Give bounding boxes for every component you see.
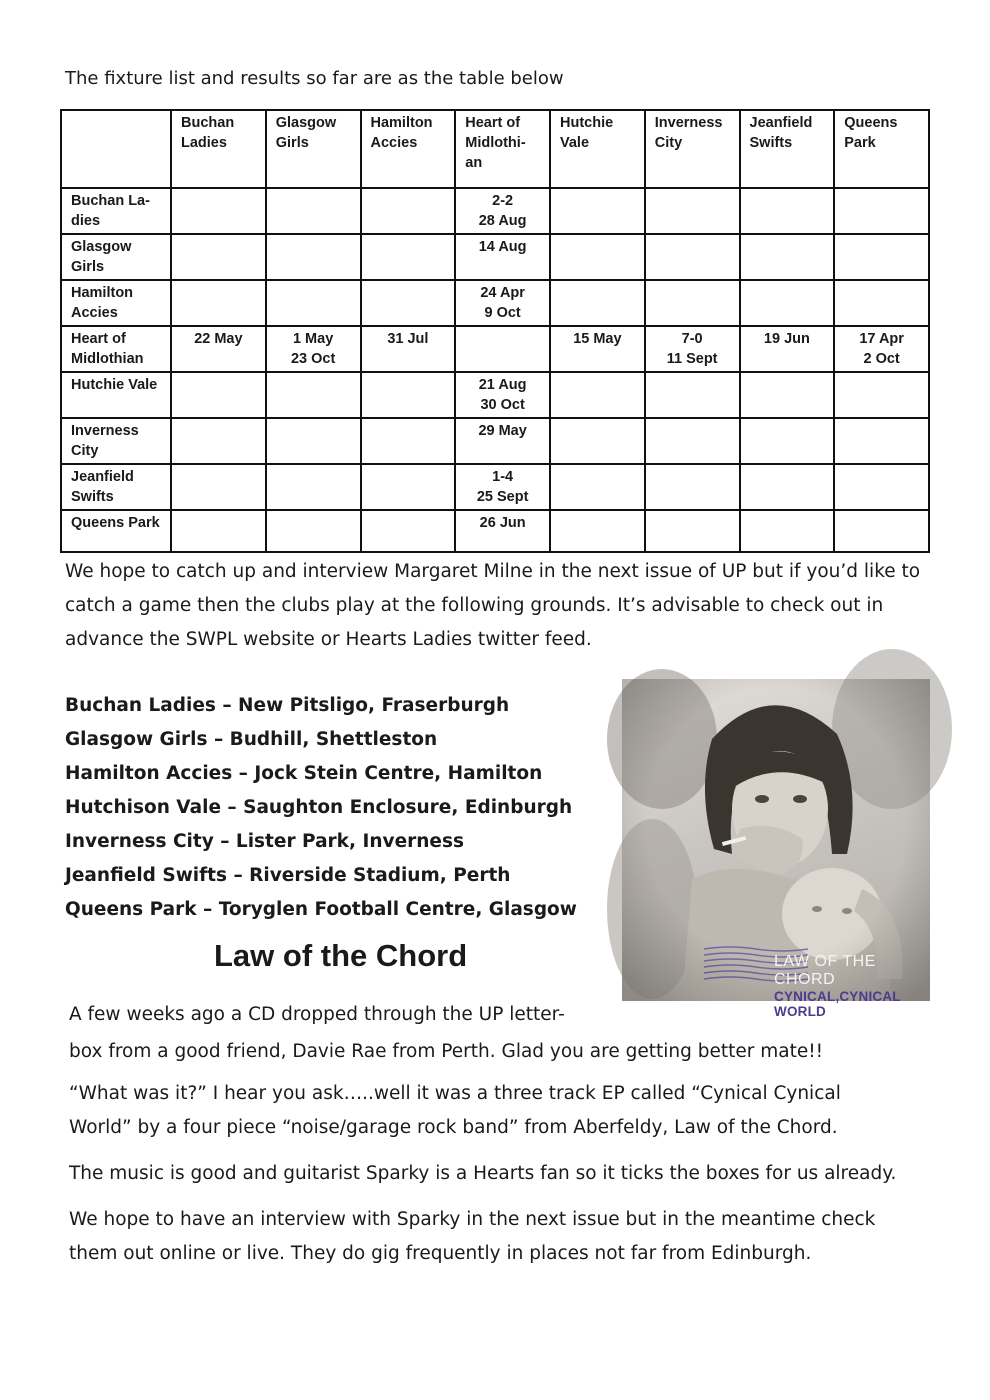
fixture-cell	[645, 418, 740, 464]
column-header: Inverness City	[645, 110, 740, 188]
fixture-cell	[645, 372, 740, 418]
fixture-cell: 15 May	[550, 326, 645, 372]
fixture-cell	[550, 234, 645, 280]
fixture-cell	[266, 418, 361, 464]
fixture-cell	[834, 234, 929, 280]
fixture-cell	[834, 510, 929, 552]
fixture-cell: 2-2 28 Aug	[455, 188, 550, 234]
fixture-cell: 17 Apr 2 Oct	[834, 326, 929, 372]
intro-text: The fixture list and results so far are as the table below	[65, 68, 564, 89]
body-paragraph-3: The music is good and guitarist Sparky is a Hearts fan so it ticks the boxes for us already.	[69, 1163, 897, 1184]
fixture-cell: 29 May	[455, 418, 550, 464]
fixture-cell: 22 May	[171, 326, 266, 372]
fixture-cell: 19 Jun	[740, 326, 835, 372]
fixture-cell	[645, 280, 740, 326]
fixture-cell	[171, 234, 266, 280]
fixture-cell: 14 Aug	[455, 234, 550, 280]
column-header: Heart of Midlothi-an	[455, 110, 550, 188]
album-title: CYNICAL,CYNICAL WORLD	[774, 989, 901, 1019]
fixture-cell	[171, 188, 266, 234]
fixture-cell	[834, 188, 929, 234]
row-header: Inverness City	[61, 418, 171, 464]
fixture-cell	[645, 464, 740, 510]
fixture-cell	[361, 510, 456, 552]
fixture-cell	[740, 188, 835, 234]
fixture-cell	[171, 372, 266, 418]
fixture-header-row	[61, 110, 929, 188]
fixture-cell	[550, 464, 645, 510]
column-header: Queens Park	[834, 110, 929, 188]
fixture-cell	[834, 418, 929, 464]
fixture-cell	[361, 280, 456, 326]
fixture-cell	[740, 418, 835, 464]
fixture-cell	[834, 464, 929, 510]
body-paragraph-1-line-2: box from a good friend, Davie Rae from Perth. Glad you are getting better mate!!	[69, 1041, 824, 1062]
fixture-cell	[266, 188, 361, 234]
ground-item: Glasgow Girls – Budhill, Shettleston	[65, 729, 438, 750]
fixture-cell: 26 Jun	[455, 510, 550, 552]
fixture-row	[61, 510, 929, 552]
fixture-cell: 1-4 25 Sept	[455, 464, 550, 510]
column-header: Jeanfield Swifts	[740, 110, 835, 188]
body-paragraph-4: We hope to have an interview with Sparky in the next issue but in the meantime check them out online or live. They do gig frequently in places not far from Edinburgh.	[69, 1209, 876, 1264]
fixture-cell	[834, 372, 929, 418]
fixture-cell	[550, 418, 645, 464]
section-title: Law of the Chord	[214, 938, 468, 973]
fixture-cell	[740, 464, 835, 510]
fixture-cell: 31 Jul	[361, 326, 456, 372]
column-header: Hutchie Vale	[550, 110, 645, 188]
grounds-intro-paragraph: We hope to catch up and interview Margaret Milne in the next issue of UP but if you’d like to catch a game then the clubs play at the following grounds. It’s advisable to check out in advance the SWPL website or Hearts Ladies twitter feed.	[65, 561, 921, 650]
column-header: Buchan Ladies	[171, 110, 266, 188]
fixture-row	[61, 188, 929, 234]
corner-cell	[61, 110, 171, 188]
fixture-cell	[361, 372, 456, 418]
fixture-table	[60, 109, 930, 553]
fixture-cell	[455, 326, 550, 372]
fixture-cell	[550, 188, 645, 234]
fixture-cell	[361, 418, 456, 464]
fixture-cell	[740, 510, 835, 552]
fixture-cell: 21 Aug 30 Oct	[455, 372, 550, 418]
fixture-row	[61, 234, 929, 280]
fixture-cell	[171, 510, 266, 552]
fixture-cell: 1 May 23 Oct	[266, 326, 361, 372]
fixture-cell	[645, 510, 740, 552]
fixture-cell	[361, 234, 456, 280]
fixture-cell	[740, 372, 835, 418]
fixture-cell	[645, 234, 740, 280]
grounds-list	[65, 689, 577, 927]
fixture-cell: 7-0 11 Sept	[645, 326, 740, 372]
fixture-cell	[740, 280, 835, 326]
body-paragraph-1-line-1: A few weeks ago a CD dropped through the UP letter-	[69, 1004, 565, 1025]
fixture-row	[61, 418, 929, 464]
fixture-cell	[266, 372, 361, 418]
fixture-cell	[171, 418, 266, 464]
fixture-row	[61, 464, 929, 510]
fixture-cell	[550, 280, 645, 326]
ground-item: Queens Park – Toryglen Football Centre, Glasgow	[65, 899, 577, 920]
album-cover-text	[774, 953, 930, 1019]
ground-item: Inverness City – Lister Park, Inverness	[65, 831, 464, 852]
ground-item: Hutchison Vale – Saughton Enclosure, Edinburgh	[65, 797, 573, 818]
ground-item: Buchan Ladies – New Pitsligo, Fraserburgh	[65, 695, 510, 716]
fixture-cell	[550, 372, 645, 418]
ground-item: Hamilton Accies – Jock Stein Centre, Hamilton	[65, 763, 543, 784]
column-header: Glasgow Girls	[266, 110, 361, 188]
fixture-cell	[266, 234, 361, 280]
fixture-cell	[645, 188, 740, 234]
ground-item: Jeanfield Swifts – Riverside Stadium, Perth	[65, 865, 511, 886]
row-header: Heart of Midlothian	[61, 326, 171, 372]
row-header: Glasgow Girls	[61, 234, 171, 280]
fixture-cell	[740, 234, 835, 280]
row-header: Queens Park	[61, 510, 171, 552]
fixture-cell	[171, 280, 266, 326]
row-header: Hutchie Vale	[61, 372, 171, 418]
fixture-row	[61, 280, 929, 326]
album-cover-image	[622, 679, 930, 1019]
body-paragraph-2: “What was it?” I hear you ask…..well it was a three track EP called “Cynical Cynical World” by a four piece “noise/garage rock band” from Aberfeldy, Law of the Chord.	[69, 1083, 841, 1138]
row-header: Hamilton Accies	[61, 280, 171, 326]
fixture-cell	[266, 464, 361, 510]
fixture-cell	[834, 280, 929, 326]
fixture-cell	[550, 510, 645, 552]
fixture-cell	[171, 464, 266, 510]
fixture-cell	[266, 280, 361, 326]
fixture-cell	[361, 464, 456, 510]
fixture-cell	[361, 188, 456, 234]
fixture-cell	[266, 510, 361, 552]
fixture-cell: 24 Apr 9 Oct	[455, 280, 550, 326]
fixture-row	[61, 372, 929, 418]
row-header: Buchan La-dies	[61, 188, 171, 234]
album-band-name: LAW OF THE CHORD	[774, 953, 876, 988]
column-header: Hamilton Accies	[361, 110, 456, 188]
row-header: Jeanfield Swifts	[61, 464, 171, 510]
fixture-row	[61, 326, 929, 372]
